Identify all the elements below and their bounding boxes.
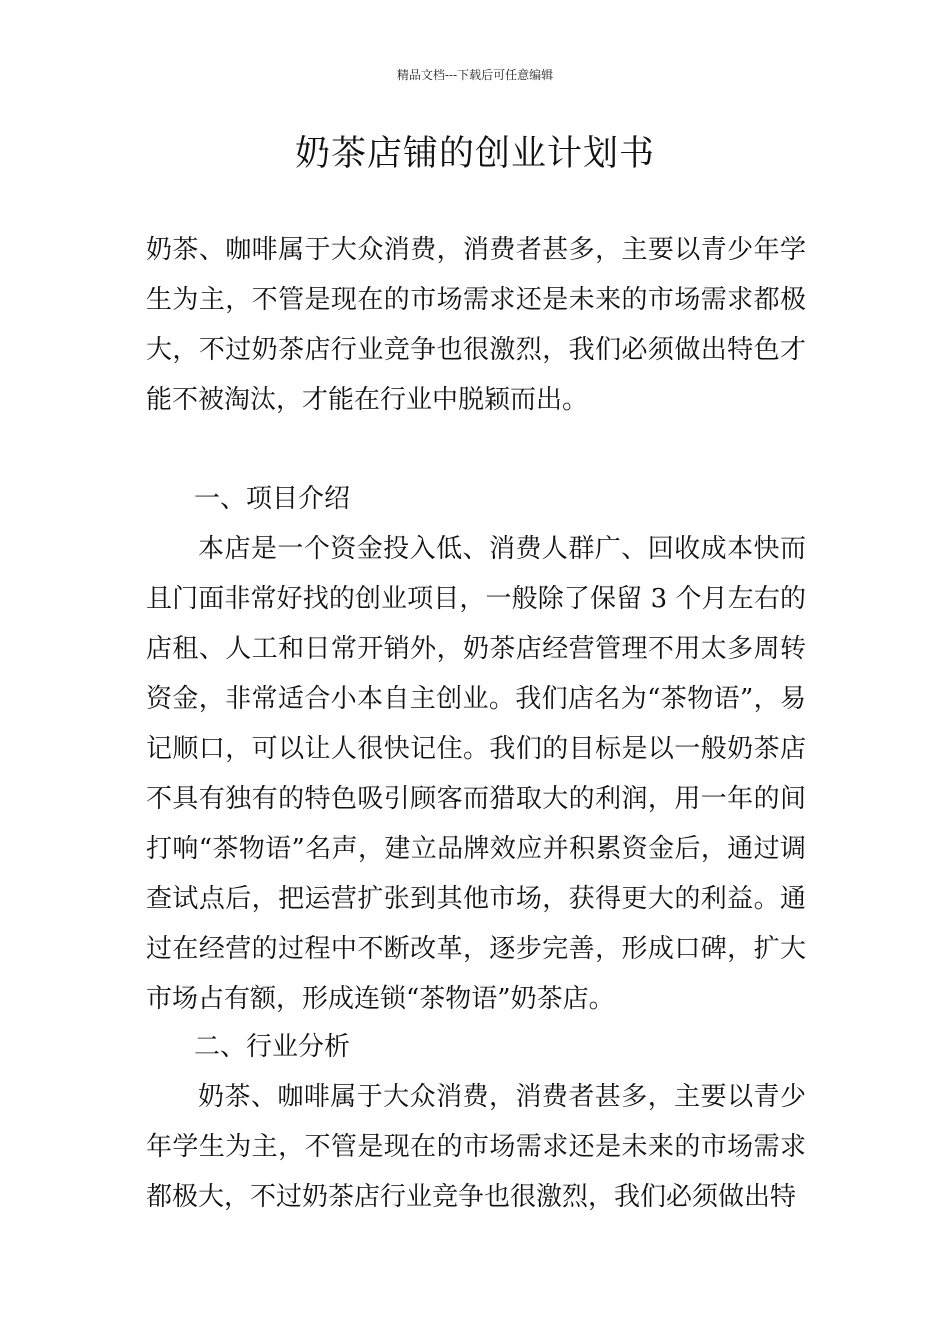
header-note: 精品文档---下载后可任意编辑: [396, 68, 554, 82]
section-paragraph-project-intro: 本店是一个资金投入低、消费人群广、回收成本快而且门面非常好找的创业项目，一般除了保留 3 个月左右的店租、人工和日常开销外，奶茶店经营管理不用太多周转资金，非常适合小本自主创业。我们店名为“茶物语”，易记顺口，可以让人很快记住。我们的目标是以一般奶茶店不具有独有的特色吸引顾客而猎取大的利润，用一年的间打响“茶物语”名声，建立品牌效应并积累资金后，通过调查试点后，把运营扩张到其他市场，获得更大的利益。通过在经营的过程中不断改革，逐步完善，形成口碑，扩大市场占有额，形成连锁“茶物语”奶茶店。: [146, 534, 806, 1014]
document-title: 奶茶店铺的创业计划书: [294, 134, 655, 174]
intro-paragraph: 奶茶、咖啡属于大众消费，消费者甚多，主要以青少年学生为主，不管是现在的市场需求还是未来的市场需求都极大，不过奶茶店行业竞争也很激烈，我们必须做出特色才能不被淘汰，才能在行业中脱颖而出。: [146, 235, 806, 415]
section-heading-industry-analysis: 二、行业分析: [194, 1032, 351, 1062]
section-heading-project-intro: 一、项目介绍: [194, 484, 351, 514]
section-paragraph-industry-analysis: 奶茶、咖啡属于大众消费，消费者甚多，主要以青少年学生为主，不管是现在的市场需求还是未来的市场需求都极大，不过奶茶店行业竞争也很激烈，我们必须做出特: [146, 1082, 806, 1212]
